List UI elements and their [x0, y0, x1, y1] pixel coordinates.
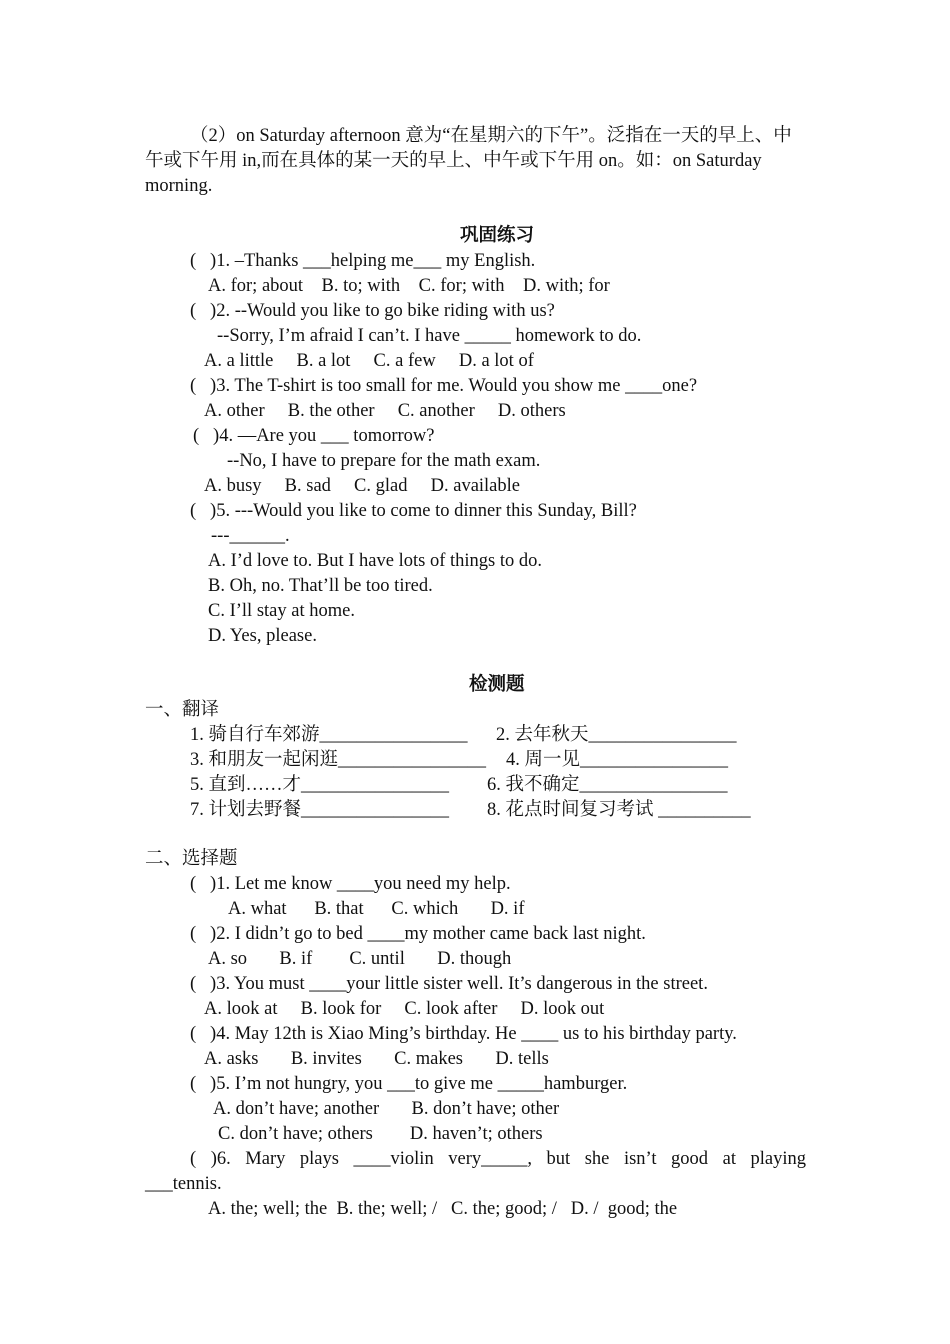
test-title: 检测题 — [469, 675, 525, 695]
choice-q6-continued: ___tennis. — [145, 1174, 222, 1194]
choice-q4: ( )4. May 12th is Xiao Ming’s birthday. He ____ us to his birthday party. — [190, 1024, 737, 1044]
translate-item-1: 1. 骑自行车郊游________________ — [190, 725, 468, 745]
translate-item-8: 8. 花点时间复习考试 __________ — [487, 800, 751, 820]
choice-q1-options: A. what B. that C. which D. if — [228, 899, 525, 919]
translate-item-7: 7. 计划去野餐________________ — [190, 800, 450, 820]
choice-q6-options: A. the; well; the B. the; well; / C. the; good; / D. / good; the — [208, 1199, 678, 1219]
translate-item-4: 4. 周一见________________ — [506, 750, 729, 770]
choice-q3-options: A. look at B. look for C. look after D. look out — [204, 999, 605, 1019]
practice-q3: ( )3. The T-shirt is too small for me. Would you show me ____one? — [190, 376, 698, 396]
choice-q1: ( )1. Let me know ____you need my help. — [190, 874, 511, 894]
choice-q5-options-ab: A. don’t have; another B. don’t have; other — [213, 1099, 560, 1119]
translate-item-3: 3. 和朋友一起闲逛________________ — [190, 750, 487, 770]
section1-heading: 一、翻译 — [145, 700, 220, 720]
intro-line-3: morning. — [145, 176, 213, 196]
practice-q5-option-d: D. Yes, please. — [208, 626, 317, 646]
translate-item-6: 6. 我不确定________________ — [487, 775, 728, 795]
choice-q4-options: A. asks B. invites C. makes D. tells — [204, 1049, 549, 1069]
practice-q1: ( )1. –Thanks ___helping me___ my English. — [190, 251, 536, 271]
practice-q4-options: A. busy B. sad C. glad D. available — [204, 476, 520, 496]
practice-q5-option-b: B. Oh, no. That’ll be too tired. — [208, 576, 433, 596]
practice-q2-reply: --Sorry, I’m afraid I can’t. I have _____ homework to do. — [217, 326, 642, 346]
choice-q6: ( )6. Mary plays ____violin very_____, but she isn’t good at playing — [190, 1149, 806, 1169]
practice-q2-options: A. a little B. a lot C. a few D. a lot of — [204, 351, 534, 371]
translate-item-2: 2. 去年秋天________________ — [496, 725, 737, 745]
choice-q2-options: A. so B. if C. until D. though — [208, 949, 512, 969]
section2-heading: 二、选择题 — [145, 849, 238, 869]
choice-q5-options-cd: C. don’t have; others D. haven’t; others — [218, 1124, 543, 1144]
practice-q1-options: A. for; about B. to; with C. for; with D. with; for — [208, 276, 610, 296]
intro-line-2: 午或下午用 in,而在具体的某一天的早上、中午或下午用 on。如：on Saturday — [145, 151, 762, 171]
choice-q2: ( )2. I didn’t go to bed ____my mother came back last night. — [190, 924, 646, 944]
intro-line-1: （2）on Saturday afternoon 意为“在星期六的下午”。泛指在一天的早上、中 — [190, 126, 792, 146]
practice-q5-reply: ---______. — [211, 526, 290, 546]
practice-q4-reply: --No, I have to prepare for the math exam. — [227, 451, 541, 471]
practice-title: 巩固练习 — [460, 226, 535, 246]
practice-q5: ( )5. ---Would you like to come to dinner this Sunday, Bill? — [190, 501, 637, 521]
choice-q3: ( )3. You must ____your little sister well. It’s dangerous in the street. — [190, 974, 708, 994]
practice-q2: ( )2. --Would you like to go bike riding with us? — [190, 301, 555, 321]
practice-q5-option-a: A. I’d love to. But I have lots of things to do. — [208, 551, 542, 571]
choice-q5: ( )5. I’m not hungry, you ___to give me _____hamburger. — [190, 1074, 628, 1094]
practice-q4: ( )4. —Are you ___ tomorrow? — [193, 426, 435, 446]
translate-item-5: 5. 直到……才________________ — [190, 775, 450, 795]
practice-q5-option-c: C. I’ll stay at home. — [208, 601, 355, 621]
practice-q3-options: A. other B. the other C. another D. others — [204, 401, 566, 421]
